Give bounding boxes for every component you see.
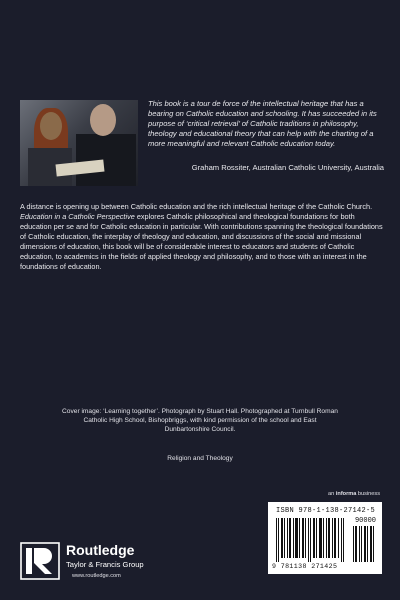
informa-prefix: an: [328, 491, 335, 497]
publisher-name: Routledge: [66, 542, 135, 558]
photo-figure-man-face: [90, 104, 116, 136]
publisher-logo: [20, 540, 180, 585]
description-intro: A distance is opening up between Catholic education and the rich intellectual heritage of the Catholic Church.: [20, 202, 373, 211]
informa-business-tag: [328, 491, 380, 497]
cover-image-credit: Cover image: ‘Learning together’. Photograph by Stuart Hall. Photographed at Turnbull Roman Catholic High School, Bishopbriggs, with kind permission of the school and East Dunbartonshire Council.: [62, 408, 338, 434]
endorsement-attribution: Graham Rossiter, Australian Catholic University, Australia: [191, 163, 384, 172]
book-title: Education in a Catholic Perspective: [20, 211, 135, 221]
subject-category: Religion and Theology: [167, 455, 233, 462]
endorsement-quote: This book is a tour de force of the intellectual heritage that has a bearing on Catholic education and schooling. It has succeeded in its purpose of ‘critical retrieval’ of Catholic traditions in philosophy, theology and educational theory that can help with the charting of a more meaningful and relevant Catholic education today.: [148, 99, 377, 149]
informa-suffix: business: [357, 491, 380, 497]
routledge-emblem-icon: [20, 542, 60, 580]
informa-brand: informa: [335, 491, 357, 497]
ean-barcode-icon: [274, 518, 348, 562]
description-body: explores Catholic philosophical and theological foundations for both education per se and for Catholic education in particular. With contributions spanning the theological foundations of Catholic education, the interplay of theology and education, and discussions of the social and missional dimensions of education, this book will be of considerable interest to educators and students of Catholic education, to academics in the fields of applied theology and philosophy, and to those with an interest in the foundations of education.: [20, 211, 383, 271]
barcode-panel: [268, 502, 382, 574]
cover-photo: [20, 100, 138, 186]
isbn-number: ISBN 978-1-138-27142-5: [276, 507, 376, 515]
book-description: [20, 202, 384, 271]
ean-number: 9 781138 271425: [272, 563, 338, 570]
price-code: 90000: [354, 517, 376, 525]
photo-figure-girl-face: [40, 112, 62, 140]
publisher-group: Taylor & Francis Group: [66, 560, 144, 569]
publisher-url[interactable]: www.routledge.com: [72, 573, 121, 579]
photo-figure-man-body: [76, 134, 136, 186]
price-barcode-icon: [352, 526, 376, 562]
